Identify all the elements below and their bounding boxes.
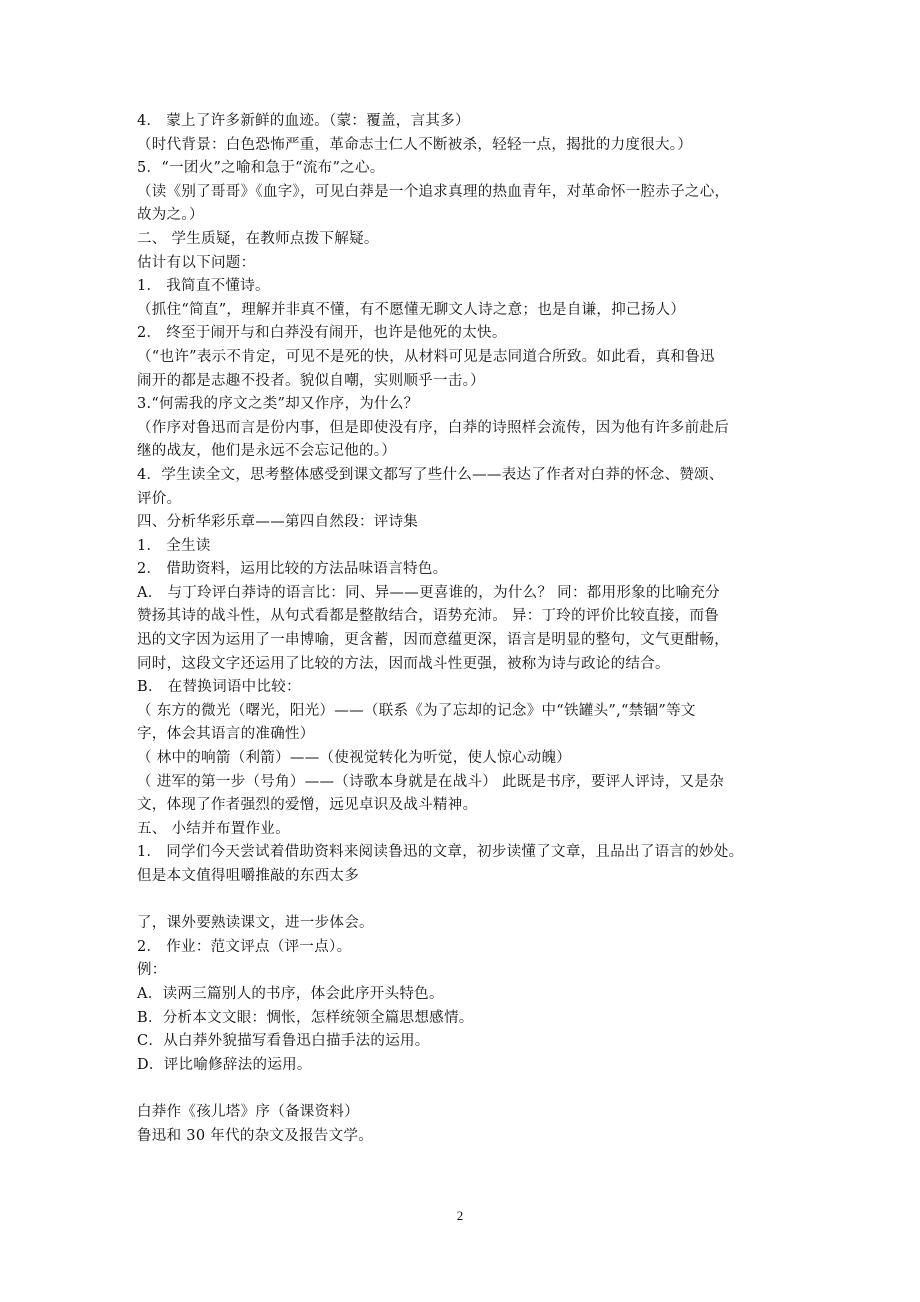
text-line: 闹开的都是志趣不投者。貌似自嘲，实则顺乎一击。）	[137, 372, 485, 389]
text-line: D．评比喻修辞法的运用。	[137, 1056, 312, 1073]
text-line: 评价。	[137, 490, 182, 507]
text-line: （时代背景：白色恐怖严重，革命志士仁人不断被杀，轻轻一点，揭批的力度很大。）	[137, 136, 693, 153]
text-line: （ 东方的微光（曙光，阳光）——（联系《为了忘却的记念》中“铁罐头”,“禁锢”等文	[137, 702, 696, 719]
text-line: （作序对鲁迅而言是份内事，但是即使没有序，白莽的诗照样会流传，因为他有许多前赴后	[137, 419, 729, 436]
text-line: 了，课外要熟读课文，进一步体会。	[137, 915, 374, 932]
text-line: （读《别了哥哥》《血字》，可见白莽是一个追求真理的热血青年，对革命怀一腔赤子之心，	[137, 183, 730, 200]
text-line: 同时，这段文字还运用了比较的方法，因而战斗性更强，被称为诗与政论的结合。	[137, 655, 670, 672]
text-line: （“也许”表示不肯定，可见不是死的快，从材料可见是志同道合所致。如此看，真和鲁迅	[137, 348, 715, 365]
text-line: A． 与丁玲评白莽诗的语言比：同、异——更喜谁的，为什么？ 同：都用形象的比喻充分	[137, 584, 720, 601]
text-line: 继的战友，他们是永远不会忘记他的。）	[137, 443, 397, 460]
text-line: 2． 借助资料，运用比较的方法品味语言特色。	[137, 561, 448, 578]
document-body	[137, 110, 797, 1148]
page-number: 2	[456, 1208, 464, 1223]
text-line: 估计有以下问题：	[137, 254, 256, 271]
blank-line	[137, 1077, 797, 1101]
text-line: 赞扬其诗的战斗性，从句式看都是整散结合，语势充沛。 异：丁玲的评价比较直接，而鲁	[137, 608, 720, 625]
text-line: 2． 终至于闹开与和白莽没有闹开，也许是他死的太快。	[137, 325, 507, 342]
text-line: B．分析本文文眼：惆怅，怎样统领全篇思想感情。	[137, 1009, 474, 1026]
text-line: 文，体现了作者强烈的爱憎，远见卓识及战斗精神。	[137, 797, 478, 814]
text-line: 二、 学生质疑，在教师点拨下解疑。	[137, 230, 379, 247]
text-line: 故为之。）	[137, 207, 204, 224]
text-line: C．从白莽外貌描写看鲁迅白描手法的运用。	[137, 1033, 430, 1050]
text-line: 1． 全生读	[137, 537, 211, 554]
text-line: 例：	[137, 962, 167, 979]
text-line: 5．“一团火”之喻和急于“流布”之心。	[137, 160, 385, 177]
text-line: A．读两三篇别人的书序，体会此序开头特色。	[137, 985, 444, 1002]
text-line: 1． 我简直不懂诗。	[137, 278, 270, 295]
text-line: （抓住“简直”，理解并非真不懂，有不愿懂无聊文人诗之意；也是自谦，抑己扬人）	[137, 301, 686, 318]
text-line: 3.“何需我的序文之类”却又作序，为什么？	[137, 396, 419, 413]
text-line: 4． 蒙上了许多新鲜的血迹。（蒙：覆盖，言其多）	[137, 113, 470, 129]
text-line: 迅的文字因为运用了一串博喻，更含蓄，因而意蕴更深，语言是明显的整句，文气更酣畅，	[137, 632, 729, 649]
text-line: 字，体会其语言的准确性）	[137, 726, 315, 743]
text-line: （ 林中的响箭（利箭）——（使视觉转化为听觉，使人惊心动魄）	[137, 750, 572, 767]
text-line: B． 在替换词语中比较：	[137, 679, 301, 696]
text-line: 2． 作业：范文评点（评一点）。	[137, 938, 352, 955]
text-line: 五、 小结并布置作业。	[137, 820, 290, 837]
blank-line	[137, 889, 797, 913]
text-line: 1． 同学们今天尝试着借助资料来阅读鲁迅的文章，初步读懂了文章，且品出了语言的妙处。	[137, 844, 744, 861]
text-line: （ 进军的第一步（号角）——（诗歌本身就是在战斗） 此既是书序，要评人评诗，又是杂	[137, 773, 725, 790]
text-line: 但是本文值得咀嚼推敲的东西太多	[137, 868, 359, 884]
text-line: 四、分析华彩乐章——第四自然段：评诗集	[137, 514, 419, 531]
text-line: 白莽作《孩儿塔》序（备课资料）	[137, 1103, 359, 1120]
text-line: 鲁迅和 30 年代的杂文及报告文学。	[137, 1127, 374, 1144]
text-line: 4．学生读全文，思考整体感受到课文都写了些什么——表达了作者对白莽的怀念、赞颂、	[137, 466, 724, 483]
